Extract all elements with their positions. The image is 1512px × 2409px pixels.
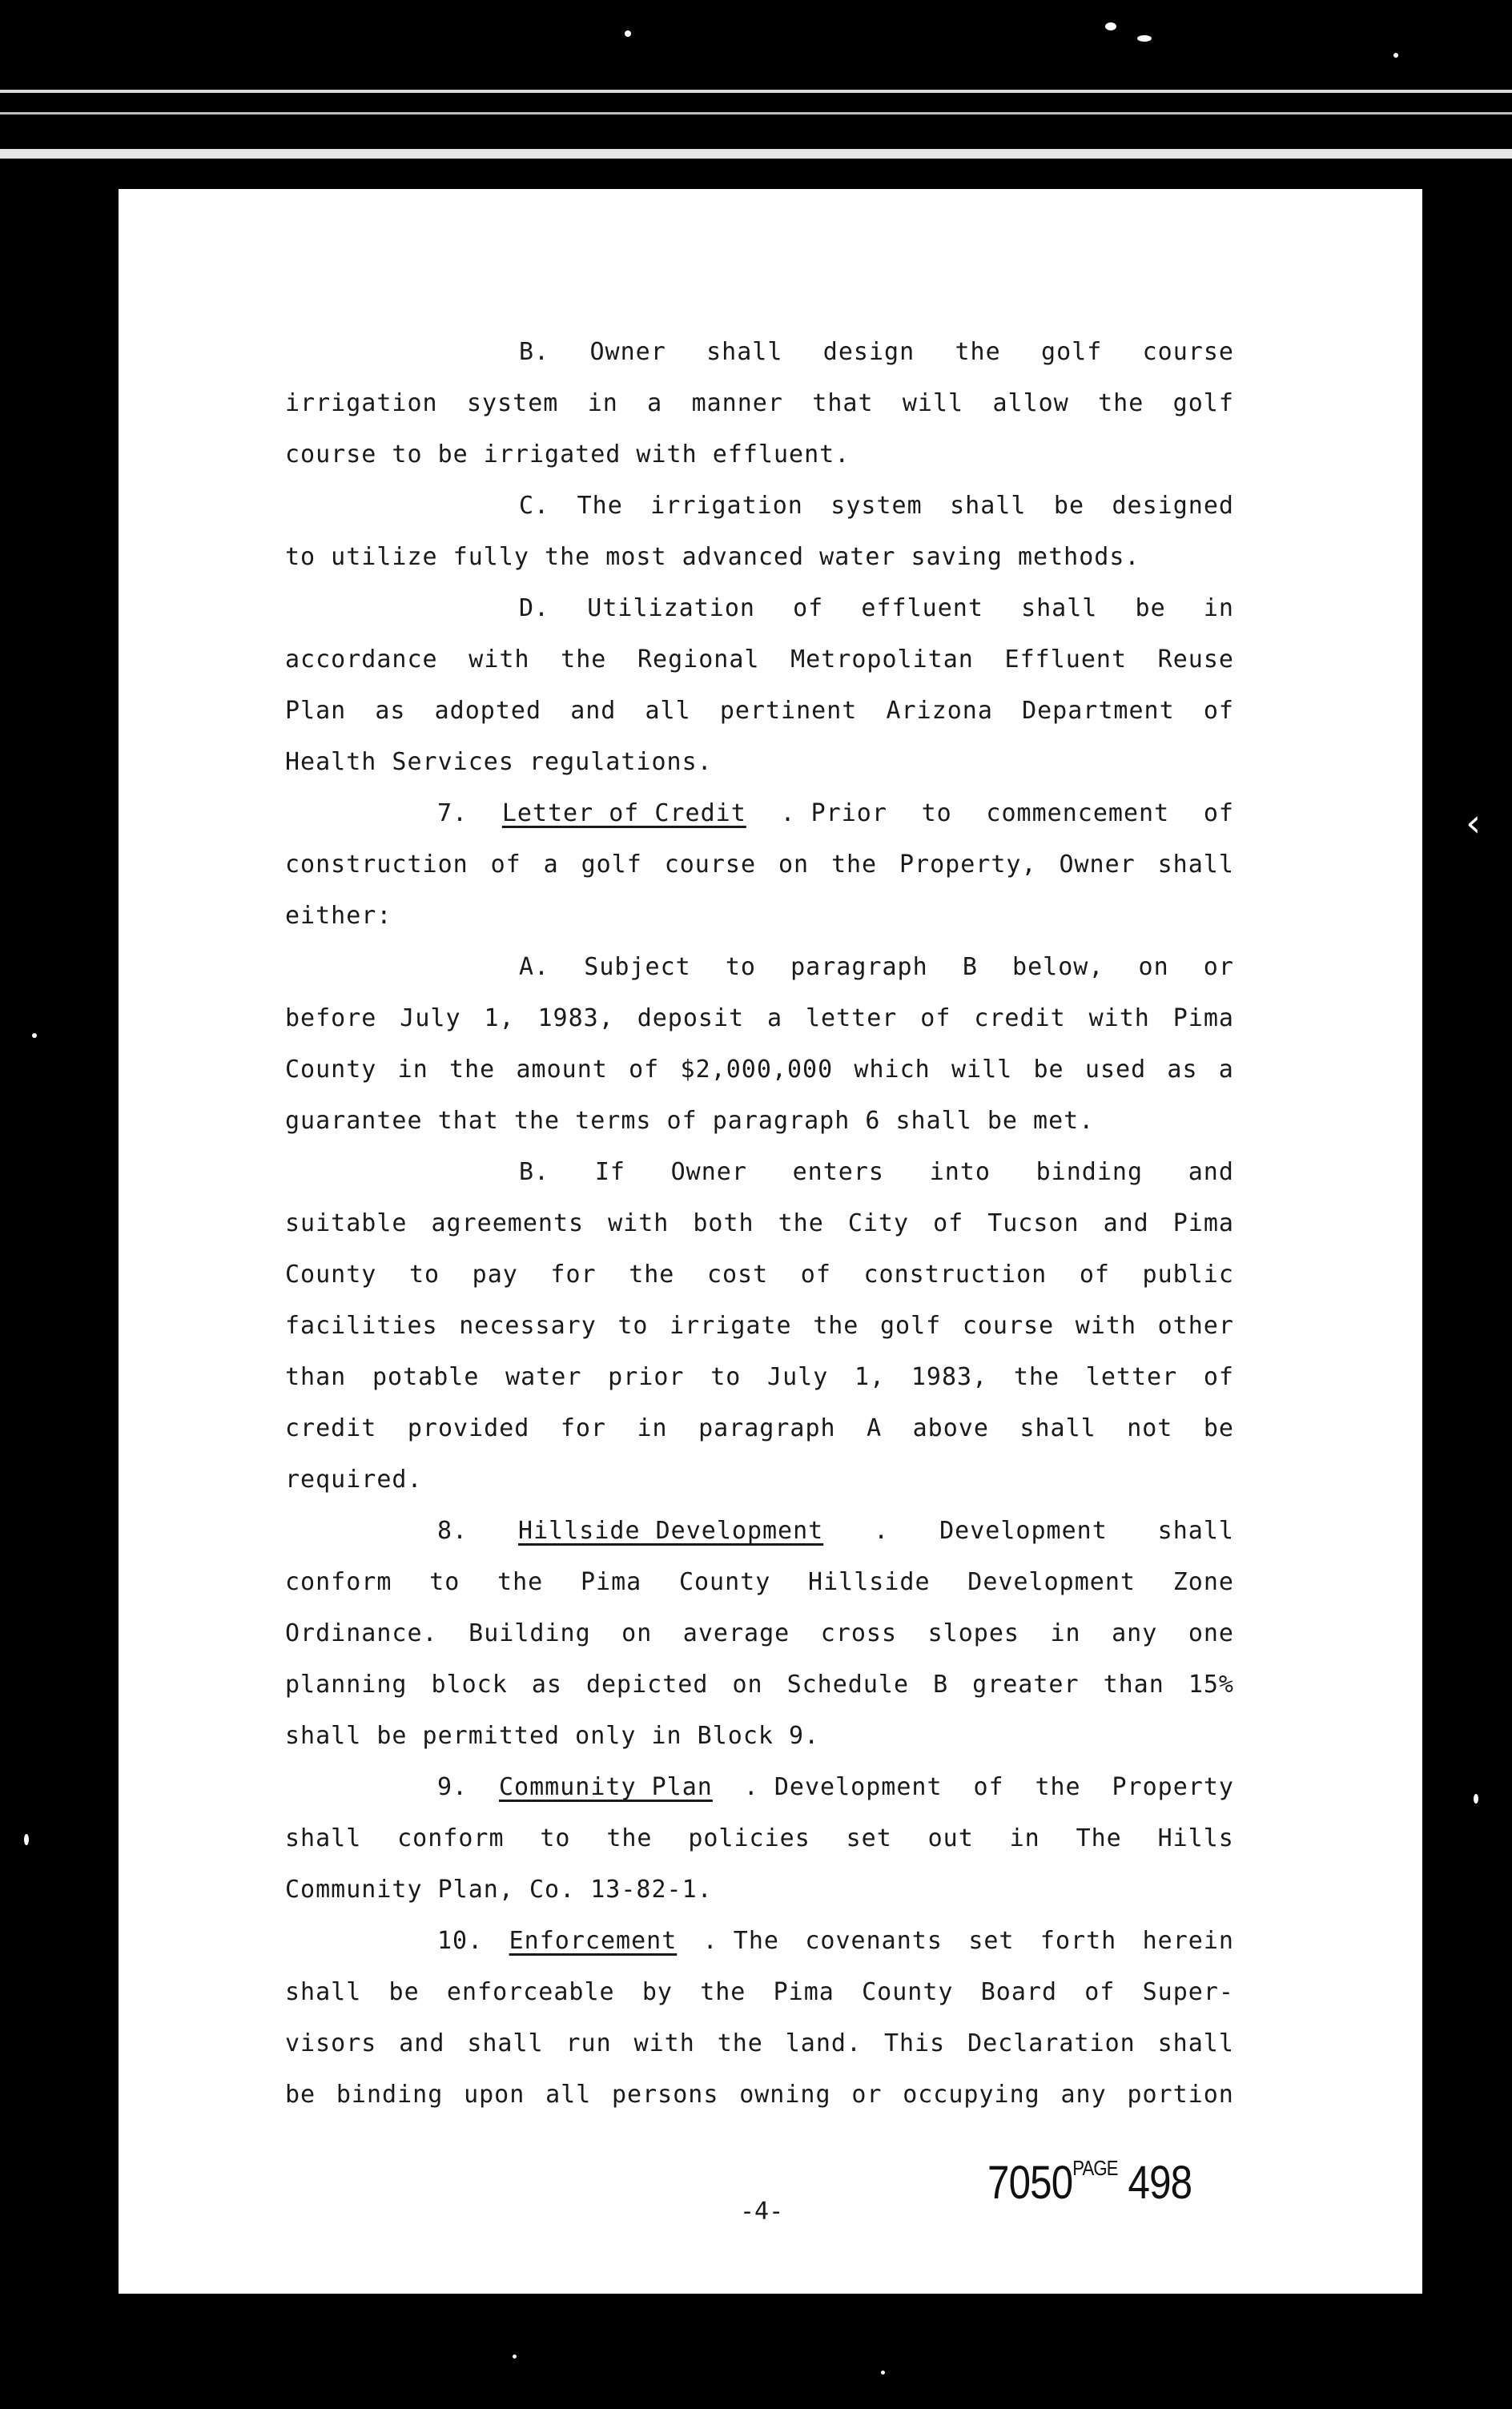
book-page-stamp [987, 2156, 1192, 2210]
text-line [285, 429, 1234, 481]
text-word: run [565, 2029, 612, 2057]
text-word: Owner [589, 338, 666, 366]
text-word: Regional [637, 645, 760, 674]
text-word: of [800, 1261, 831, 1289]
text-word: before [285, 1004, 377, 1032]
text-word: enters [792, 1158, 884, 1186]
text-word: pay [472, 1261, 518, 1289]
text-line [285, 327, 1234, 378]
text-word: as [1167, 1056, 1198, 1084]
text-word: Schedule [786, 1671, 910, 1699]
text-word: construction [285, 851, 468, 879]
text-word: credit [285, 1414, 377, 1442]
text-word: course [664, 851, 757, 879]
section-heading: Hillside Development [518, 1517, 824, 1545]
text-word: enforceable [446, 1978, 615, 2006]
text-word: any [1060, 2081, 1107, 2109]
text-word: C. [519, 492, 550, 520]
text-word: letter [1085, 1363, 1178, 1391]
text-word: all [645, 697, 691, 725]
text-word: conform [285, 1568, 392, 1596]
text-word: will [902, 389, 964, 417]
section-heading: Community Plan [499, 1773, 713, 1801]
text-word: the [813, 1312, 859, 1340]
text-line [285, 583, 1234, 634]
text-word: block [431, 1671, 508, 1699]
text-word: Effluent [1004, 645, 1128, 674]
text-word: effluent [861, 594, 983, 622]
text-word: with [608, 1209, 670, 1237]
text-line [285, 1762, 1234, 1813]
text-word: will [951, 1056, 1013, 1084]
text-line [285, 1352, 1234, 1403]
text-word: binding [1035, 1158, 1144, 1186]
text-word: any [1112, 1619, 1158, 1647]
text-word: required. [285, 1466, 423, 1494]
text-word: depicted [585, 1671, 709, 1699]
text-word: shall [1019, 1414, 1096, 1442]
text-word: of [933, 1209, 964, 1237]
text-word: the [606, 1824, 653, 1852]
text-word: used [1084, 1056, 1147, 1084]
text-word: provided [407, 1414, 530, 1442]
text-line [285, 2069, 1234, 2121]
text-word: the [561, 645, 607, 674]
text-word: cost [706, 1261, 769, 1289]
text-word: July [767, 1363, 829, 1391]
text-word: to [725, 953, 756, 981]
text-word: public [1142, 1261, 1234, 1289]
text-word: shall [950, 492, 1027, 520]
text-word: of [1079, 1261, 1110, 1289]
document-body [285, 327, 1234, 2121]
text-word: and [1188, 1158, 1234, 1186]
text-word: . Prior [780, 799, 887, 827]
text-word: in [1203, 594, 1234, 622]
text-word: Pima [773, 1978, 834, 2006]
text-word: A. [519, 953, 550, 981]
text-line [285, 1967, 1234, 2018]
text-word: the [1035, 1773, 1081, 1801]
scan-edge-band [0, 149, 1512, 159]
text-word: shall [706, 338, 783, 366]
text-word: of [920, 1004, 951, 1032]
text-line [285, 1864, 1234, 1916]
text-word: of [793, 594, 824, 622]
text-word: system [830, 492, 923, 520]
text-word: This [883, 2029, 946, 2057]
text-word: as [531, 1671, 562, 1699]
text-word: be [1033, 1056, 1064, 1084]
text-line [285, 1249, 1234, 1301]
text-word: Building [468, 1619, 591, 1647]
text-word: out [927, 1824, 974, 1852]
text-word: Owner [670, 1158, 747, 1186]
text-word: that [812, 389, 874, 417]
text-word: Plan [285, 697, 347, 725]
scan-speck [1105, 22, 1116, 30]
text-word: Health Services regulations. [285, 748, 713, 776]
text-word: the [497, 1568, 544, 1596]
text-word: deposit [637, 1004, 745, 1032]
text-word: in [637, 1414, 668, 1442]
text-word: in [1009, 1824, 1040, 1852]
text-word: design [822, 338, 915, 366]
text-word: golf [1041, 338, 1103, 366]
text-word: slopes [927, 1619, 1019, 1647]
text-word: Utilization [587, 594, 755, 622]
text-word: average [682, 1619, 790, 1647]
text-word: Subject [584, 953, 691, 981]
text-word: set [968, 1927, 1015, 1955]
text-word: . [874, 1517, 890, 1545]
text-word: the [1098, 389, 1144, 417]
text-word: or [1203, 953, 1234, 981]
text-word: credit [974, 1004, 1066, 1032]
text-word: shall be permitted only in Block 9. [285, 1722, 820, 1750]
text-word: course [962, 1312, 1055, 1340]
text-word: Pima [1172, 1004, 1234, 1032]
text-word: of [629, 1056, 660, 1084]
text-word: Development [967, 1568, 1136, 1596]
text-word: shall [467, 2029, 544, 2057]
text-word: visors [285, 2029, 377, 2057]
text-word: paragraph [698, 1414, 836, 1442]
book-page-number: 498 [1128, 2157, 1192, 2209]
text-word: and [399, 2029, 445, 2057]
text-line [285, 378, 1234, 429]
text-word: on [621, 1619, 653, 1647]
text-word: B [962, 953, 978, 981]
text-word: commencement [986, 799, 1170, 827]
text-word: the [830, 851, 878, 879]
text-word: of [973, 1773, 1004, 1801]
text-word: to [429, 1568, 460, 1596]
book-page-label: PAGE [1072, 2156, 1118, 2180]
text-word: with [1088, 1004, 1150, 1032]
text-word: on [732, 1671, 763, 1699]
scan-mark: ‹ [1466, 801, 1482, 846]
text-word: Property, [899, 851, 1037, 879]
text-word: be [1135, 594, 1166, 622]
text-word: portion [1127, 2081, 1234, 2109]
text-word: a [647, 389, 663, 417]
text-word: . Development [743, 1773, 943, 1801]
text-word: the [717, 2029, 763, 2057]
text-word: adopted [434, 697, 542, 725]
text-word: Owner [1059, 851, 1136, 879]
text-word: 9. [437, 1773, 468, 1801]
text-line [285, 686, 1234, 737]
text-word: for [550, 1261, 597, 1289]
text-line [285, 1813, 1234, 1864]
text-word: to [617, 1312, 649, 1340]
text-line [285, 737, 1234, 788]
text-word: a [767, 1004, 783, 1032]
text-word: accordance [285, 645, 438, 674]
scan-speck [513, 2355, 517, 2359]
text-line [285, 1506, 1234, 1557]
text-word: of [1203, 697, 1234, 725]
text-word: 1, [484, 1004, 515, 1032]
text-word: herein [1142, 1927, 1234, 1955]
text-word: as [375, 697, 406, 725]
text-word: one [1188, 1619, 1234, 1647]
text-word: not [1127, 1414, 1173, 1442]
text-word: Board [980, 1978, 1058, 2006]
text-word: County [285, 1056, 377, 1084]
text-word: with [468, 645, 530, 674]
text-word: necessary [459, 1312, 597, 1340]
text-word: to [921, 799, 952, 827]
text-word: greater [972, 1671, 1080, 1699]
text-word: other [1157, 1312, 1234, 1340]
text-word: owning [739, 2081, 831, 2109]
text-word: the [700, 1978, 746, 2006]
text-line [285, 1659, 1234, 1711]
text-line [285, 1301, 1234, 1352]
text-word: land. [785, 2029, 863, 2057]
text-word: shall [285, 1824, 362, 1852]
text-line [285, 634, 1234, 686]
text-word: course [1142, 338, 1234, 366]
text-word: with [1075, 1312, 1137, 1340]
text-word: shall [1157, 2029, 1234, 2057]
text-word: on [1138, 953, 1169, 981]
text-word: of [490, 851, 521, 879]
scan-speck [881, 2371, 885, 2375]
text-word: manner [691, 389, 783, 417]
text-word: of [1203, 1363, 1234, 1391]
text-word: County [678, 1568, 771, 1596]
text-word: to [710, 1363, 742, 1391]
text-word: conform [397, 1824, 505, 1852]
text-word: 7. [437, 799, 468, 827]
text-word: of [1203, 799, 1234, 827]
text-word: If [594, 1158, 625, 1186]
text-word: binding [336, 2081, 444, 2109]
text-line [285, 1608, 1234, 1659]
scan-speck [1474, 1794, 1478, 1804]
text-word: into [929, 1158, 991, 1186]
text-word: on [778, 851, 810, 879]
text-word: 1983, [911, 1363, 988, 1391]
text-word: The [1076, 1824, 1122, 1852]
text-line [285, 1403, 1234, 1454]
text-word: above [912, 1414, 989, 1442]
text-word: construction [863, 1261, 1048, 1289]
text-word: to [408, 1261, 440, 1289]
book-number: 7050 [987, 2157, 1073, 2209]
text-word: a [1218, 1056, 1234, 1084]
text-line [285, 1198, 1234, 1249]
text-word: paragraph [790, 953, 928, 981]
text-word: golf [879, 1312, 942, 1340]
text-word: Declaration [967, 2029, 1136, 2057]
scan-speck [32, 1033, 37, 1038]
text-word: than [1103, 1671, 1164, 1699]
text-word: cross [820, 1619, 898, 1647]
text-word: designed [1112, 492, 1234, 520]
text-word: 8. [437, 1517, 468, 1545]
text-word: 1983, [537, 1004, 614, 1032]
text-line [285, 1557, 1234, 1608]
text-line [285, 1044, 1234, 1096]
section-heading: Enforcement [509, 1927, 678, 1955]
text-word: Zone [1172, 1568, 1234, 1596]
text-word: to utilize fully the most advanced water saving methods. [285, 543, 1140, 571]
text-word: shall [1021, 594, 1098, 622]
text-word: Hills [1157, 1824, 1234, 1852]
text-word: agreements [431, 1209, 585, 1237]
text-word: amount [516, 1056, 608, 1084]
scan-speck [24, 1834, 29, 1845]
text-word: irrigation [650, 492, 803, 520]
text-word: guarantee that the terms of paragraph 6 shall be met. [285, 1107, 1095, 1135]
text-word: be [1053, 492, 1085, 520]
text-word: Hillside [808, 1568, 931, 1596]
text-word: shall [1157, 1517, 1234, 1545]
text-word: and [570, 697, 617, 725]
text-word: in [397, 1056, 428, 1084]
text-word: Community Plan, Co. 13-82-1. [285, 1876, 713, 1904]
text-word: be [285, 2081, 316, 2109]
text-word: shall [285, 1978, 362, 2006]
text-line [285, 1711, 1234, 1762]
text-word: which [854, 1056, 931, 1084]
text-word: policies [688, 1824, 810, 1852]
text-word: 15% [1188, 1671, 1234, 1699]
text-word: be [388, 1978, 420, 2006]
text-word: both [693, 1209, 754, 1237]
text-word: system [466, 389, 559, 417]
text-word: Ordinance. [285, 1619, 438, 1647]
text-word: below, [1012, 953, 1104, 981]
text-word: suitable [285, 1209, 408, 1237]
text-word: July [400, 1004, 461, 1032]
text-line [285, 942, 1234, 993]
text-line [285, 1096, 1234, 1147]
text-word: shall [1157, 851, 1234, 879]
scan-speck [1137, 35, 1152, 42]
section-heading: Letter of Credit [501, 799, 746, 827]
text-word: $2,000,000 [680, 1056, 834, 1084]
text-word: all [545, 2081, 592, 2109]
text-word: golf [581, 851, 642, 879]
text-word: Development [939, 1517, 1108, 1545]
text-word: covenants [805, 1927, 943, 1955]
scan-edge-line [0, 112, 1512, 115]
text-word: either: [285, 902, 392, 930]
text-word: Metropolitan [790, 645, 974, 674]
text-word: persons [612, 2081, 719, 2109]
text-word: course to be irrigated with effluent. [285, 440, 850, 469]
text-line [285, 1916, 1234, 1967]
text-word: the [778, 1209, 824, 1237]
page-number: -4- [740, 2198, 784, 2226]
text-word: upon [464, 2081, 525, 2109]
scan-speck [625, 30, 631, 37]
text-word: to [540, 1824, 571, 1852]
text-word: with [633, 2029, 695, 2057]
text-word: or [851, 2081, 883, 2109]
text-word: golf [1172, 389, 1234, 417]
text-word: than [285, 1363, 347, 1391]
text-word: irrigation [285, 389, 438, 417]
text-word: 10. [437, 1927, 484, 1955]
text-line [285, 891, 1234, 942]
text-word: occupying [903, 2081, 1040, 2109]
text-word: set [846, 1824, 892, 1852]
text-word: Tucson [987, 1209, 1080, 1237]
text-word: in [1050, 1619, 1081, 1647]
text-line [285, 481, 1234, 532]
text-word: prior [608, 1363, 685, 1391]
text-word: forth [1040, 1927, 1117, 1955]
text-word: B. [519, 338, 550, 366]
text-word: facilities [285, 1312, 438, 1340]
text-word: planning [285, 1671, 408, 1699]
document-page [119, 189, 1422, 2294]
text-word: the [955, 338, 1001, 366]
text-line [285, 2018, 1234, 2069]
text-word: water [505, 1363, 582, 1391]
text-word: the [1013, 1363, 1060, 1391]
text-word: letter [806, 1004, 898, 1032]
text-word: . The [702, 1927, 779, 1955]
text-word: of [1084, 1978, 1116, 2006]
text-word: Arizona [886, 697, 993, 725]
text-word: County [285, 1261, 377, 1289]
text-line [285, 1454, 1234, 1506]
text-line [285, 1147, 1234, 1198]
text-word: Super- [1142, 1978, 1234, 2006]
text-word: allow [992, 389, 1069, 417]
text-line [285, 993, 1234, 1044]
text-word: irrigate [670, 1312, 792, 1340]
text-word: A [867, 1414, 883, 1442]
scan-speck [1393, 53, 1398, 58]
text-word: D. [519, 594, 550, 622]
text-word: 1, [855, 1363, 886, 1391]
text-word: pertinent [719, 697, 858, 725]
text-line [285, 788, 1234, 839]
text-word: a [543, 851, 559, 879]
text-word: B [933, 1671, 949, 1699]
text-word: County [862, 1978, 954, 2006]
text-line [285, 532, 1234, 583]
text-word: Pima [1172, 1209, 1234, 1237]
text-word: Department [1022, 697, 1175, 725]
text-word: Pima [580, 1568, 642, 1596]
text-word: be [1203, 1414, 1234, 1442]
text-word: City [847, 1209, 910, 1237]
text-word: the [449, 1056, 496, 1084]
text-word: and [1103, 1209, 1149, 1237]
text-word: The [577, 492, 623, 520]
text-word: by [641, 1978, 673, 2006]
text-line [285, 839, 1234, 891]
text-word: the [629, 1261, 675, 1289]
text-word: potable [372, 1363, 480, 1391]
text-word: B. [519, 1158, 550, 1186]
scan-edge-line [0, 90, 1512, 93]
text-word: Reuse [1157, 645, 1234, 674]
text-word: in [587, 389, 618, 417]
text-word: for [560, 1414, 606, 1442]
text-word: Property [1112, 1773, 1234, 1801]
